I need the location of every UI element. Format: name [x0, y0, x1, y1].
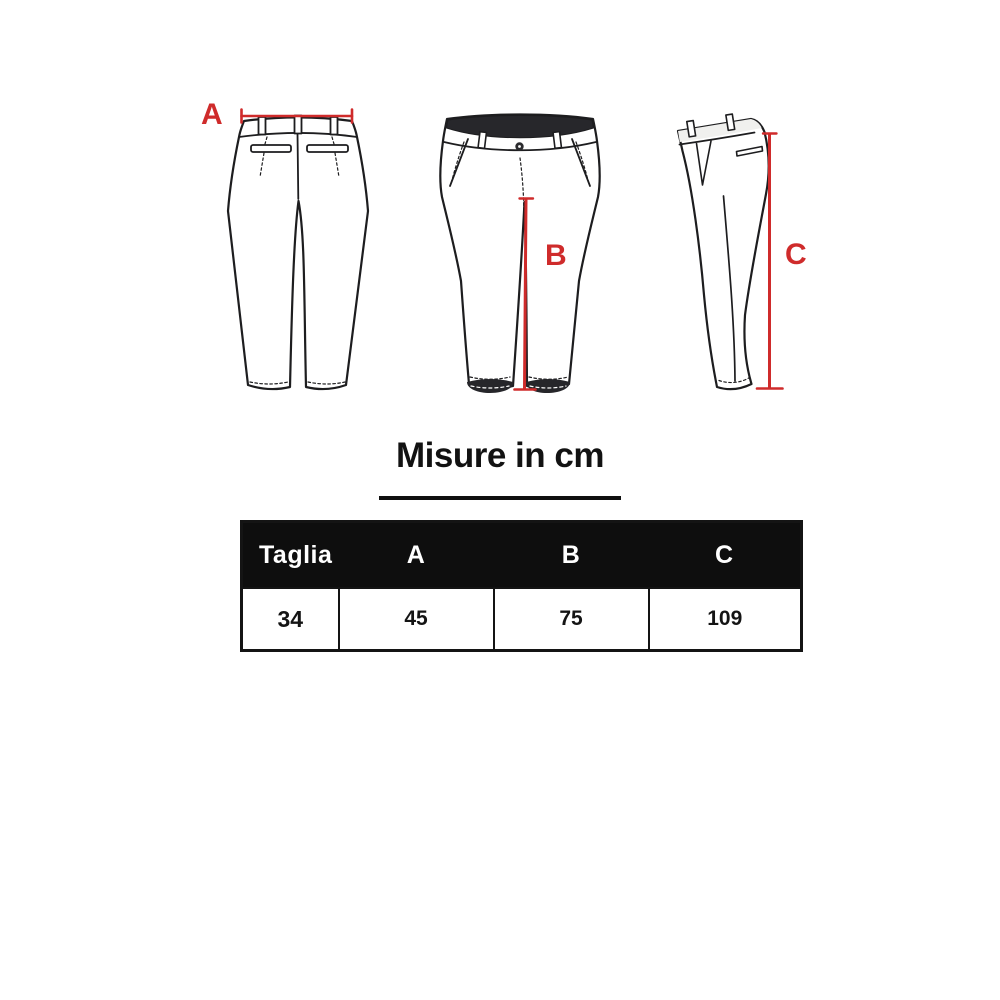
measure-label-c: C — [785, 238, 807, 271]
size-table-header-a: A — [339, 522, 494, 589]
back-pocket-right — [307, 145, 348, 152]
front-belt-loop — [553, 132, 561, 149]
back-belt-loop — [331, 117, 338, 135]
size-value-taglia: 34 — [242, 588, 339, 651]
size-table-header-taglia: Taglia — [242, 522, 339, 589]
back-belt-loop — [259, 117, 266, 135]
size-table-row — [242, 588, 802, 651]
front-belt-loop — [478, 132, 486, 149]
size-table-header-b: B — [494, 522, 649, 589]
measure-label-b: B — [545, 239, 567, 272]
pants-front-view — [440, 115, 600, 394]
pants-back-view — [228, 116, 368, 390]
front-silhouette — [440, 115, 600, 389]
side-belt-loop — [726, 114, 735, 130]
page-title: Misure in cm — [396, 436, 604, 475]
back-pocket-left — [251, 145, 291, 152]
pants-diagram-illustration — [0, 0, 1000, 430]
side-silhouette — [678, 119, 769, 389]
front-button-hole — [518, 145, 521, 148]
size-table-header-row — [242, 522, 802, 589]
back-center-seam — [298, 133, 299, 199]
pants-side-view — [678, 114, 769, 389]
size-value-b: 75 — [494, 588, 649, 651]
size-table-header-c: C — [649, 522, 802, 589]
size-value-a: 45 — [339, 588, 494, 651]
measure-label-a: A — [201, 98, 223, 131]
back-belt-loop — [295, 116, 302, 134]
title-block — [0, 436, 1000, 476]
size-value-c: 109 — [649, 588, 802, 651]
side-belt-loop — [687, 121, 696, 137]
title-underline — [379, 496, 621, 500]
size-table — [240, 520, 803, 652]
